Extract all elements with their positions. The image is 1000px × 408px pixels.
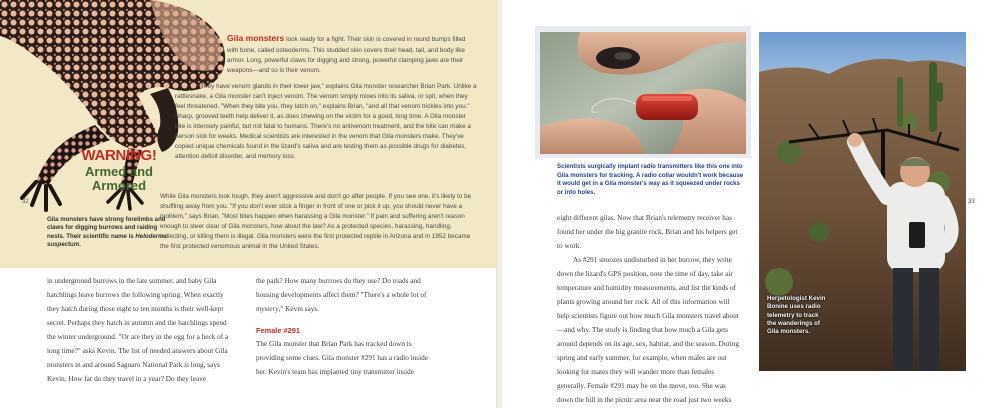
sidebar-paragraph-1 (227, 32, 475, 76)
scientific-name: Heloderma suspectum (47, 232, 167, 249)
transmitter-photo-caption: Scientists surgically implant radio transmitters like this one into Gila monsters for tracking. A radio collar wouldn't work because it would get in a Gila monster's way as it squeezed under rocks or into holes. (557, 163, 744, 196)
sidebar-paragraph-3: While Gila monsters look tough, they aren't aggressive and don't go after people. If you see one, it's likely to be shuffling away from you. "If you don't ever stick a finger in front of one or pick it up, you should never have a problem," says Brian. "Most bites happen when harassing a Gila monster." If pain and suffering aren't reason enough to steer clear of Gila monsters, how about the law? As a protected species, harassing, handling, collecting, or killing them is illegal. Gila monsters were the first protected reptile in Arizona and in 1952 became the first protected venomous animal in the United States. (160, 193, 472, 251)
sidebar-paragraph-2: "They have venom glands in their lower jaw," explains Gila monster researcher Brian Park. Unlike a rattlesnake, a Gila monster can't inject venom. The venom simply mixes into its saliva, or spit, when they feel threatened. "When they bite you, they latch on," explains Brian, "and all that venom trickles into you." Sharp, grooved teeth help deliver it, as does chewing on the victim for a good, long time. A Gila monster bite is intensely painful, but not fatal to humans. There's no antivenom treatment, and the bite can make a person sick for weeks. Medical scientists are interested in the venom that Gila monsters make. They've copied unique chemicals found in the lizard's saliva and are testing them as possible drugs for diabetes, attention deficit disorder, and memory loss. (175, 83, 477, 161)
body-column-2 (256, 275, 439, 380)
sidebar-box (0, 0, 498, 268)
warning-heading (74, 148, 164, 192)
page-number-left: 32 (22, 199, 29, 205)
page-number-right: 33 (968, 199, 975, 205)
sidebar-paragraph-1-text: look ready for a fight. Their skin is covered in round bumps filled with bone, called osteoderms. This studded skin covers their head, tail, and body like armor. Long, powerful claws for digging and strong, powerful clamping jaws are their weapons—and so is their venom. (227, 36, 466, 74)
right-body-column (557, 212, 742, 408)
section-subhead: Female #291 (256, 325, 300, 335)
col2-italic: mystery (256, 304, 279, 313)
right-paragraph-2: As #291 snoozes undisturbed in her burrow, they write down the lizard's GPS position, note the time of day, take air temperature and humidity measurements, and list the kinds of plants growing around her rock. All of this information will help scientists figure out how much Gila monsters travel about—and why. The study is finding that how much a Gila gets around depends on its age, sex, habitat, and the season. During spring and early summer, for example, when males are out looking for mates they will wander more than females generally. Female #291 may be on the move, too. She was down the hill in the picnic area near the road just two weeks (557, 255, 740, 404)
caption-end: . (79, 241, 81, 249)
col2-end: ," Kevin says. (278, 304, 319, 313)
lizard-photo-caption (47, 216, 175, 250)
body-column-1-text: in underground burrows in the late summer, and baby Gila hatchlings leave burrows the following spring. When exactly they hatch during those eight to ten months is their well-kept secret. Perhaps they hatch in autumn and the hatchlings spend the winter underground. "Or are they in the egg for a heck of a long time?" asks Kevin. The list of needed answers about Gila monsters in and around Saguaro National Park is long, says Kevin. How far do they travel in a year? Do they leave (47, 277, 229, 383)
body-column-2-paragraph: The Gila monster that Brian Park has tracked down is providing some clues. Gila monster #291 has a radio inside her. Kevin's team has implanted tiny transmitter inside (256, 340, 428, 377)
col2-start: the park? How many burrows do they use? Do roads and housing developments affect them? "There's a whole lot of (256, 277, 427, 299)
radio-transmitter-photo (540, 32, 746, 154)
kevin-bonine-photo-caption: Herpetologist Kevin Bonine uses radio telemetry to track the wanderings of Gila monsters. (767, 295, 826, 336)
body-column-2-intro (256, 275, 439, 317)
body-column-1 (47, 275, 230, 387)
caption-text: Gila monsters have strong forelimbs and claws for digging burrows and raiding nests. Their scientific name is (47, 216, 166, 240)
warning-subtitle: Armed and Armored (85, 164, 153, 193)
left-page (0, 0, 498, 408)
warning-title: WARNING! (81, 147, 157, 164)
right-paragraph-1: eight different gilas. Now that Brian's telemetry receiver has found her under the big granite rock, Brian and his helpers get to work. (557, 214, 738, 250)
sidebar-lead: Gila monsters (227, 33, 285, 43)
